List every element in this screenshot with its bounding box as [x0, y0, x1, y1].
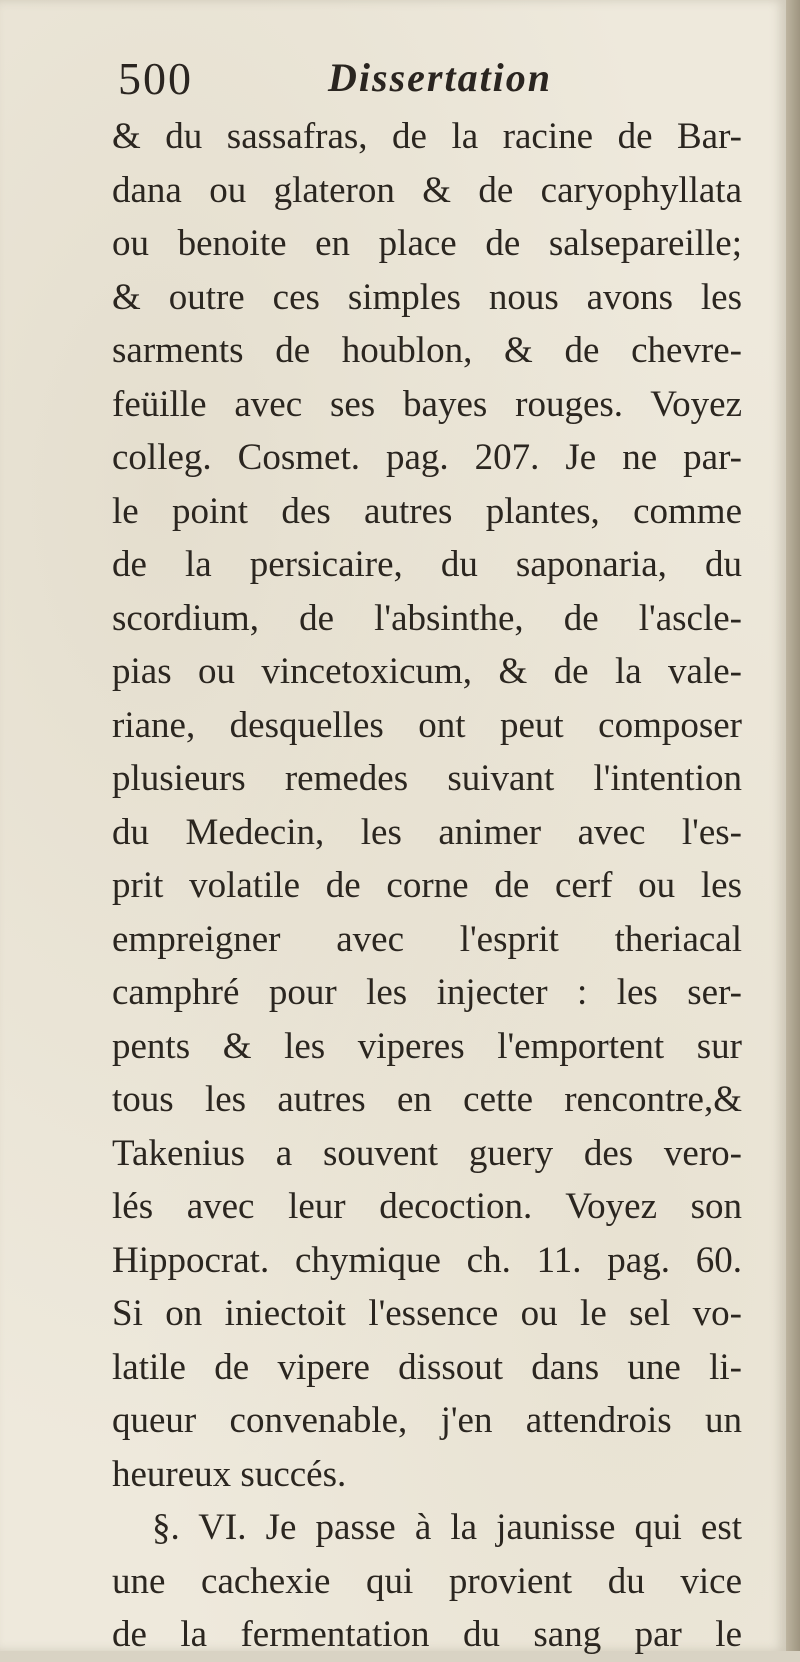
text-line: lés avec leur decoction. Voyez son [112, 1186, 742, 1227]
text-line: scordium, de l'absinthe, de l'ascle- [112, 597, 742, 639]
text-line: queur convenable, j'en attendrois un [112, 1400, 742, 1441]
text-line: du Medecin, les animer avec l'es- [112, 811, 742, 853]
text-line: latile de vipere dissout dans une li- [112, 1346, 742, 1388]
text-line: le point des autres plantes, comme [112, 490, 742, 532]
text-line: une cachexie qui provient du vice [112, 1560, 742, 1602]
text-line: de la persicaire, du saponaria, du [112, 544, 742, 585]
text-line: feüille avec ses bayes rouges. Voyez [112, 383, 742, 425]
body-text [112, 110, 742, 1662]
page-edge-shadow [786, 0, 800, 1651]
text-line: colleg. Cosmet. pag. 207. Je ne par- [112, 437, 742, 478]
text-line: empreigner avec l'esprit theriacal [112, 918, 742, 960]
text-line: de la fermentation du sang par le [112, 1614, 742, 1655]
page-number: 500 [118, 53, 193, 104]
running-title: Dissertation [328, 55, 553, 100]
text-line: sarments de houblon, & de chevre- [112, 330, 742, 371]
text-line: riane, desquelles ont peut composer [112, 704, 742, 746]
text-line: plusieurs remedes suivant l'intention [112, 758, 742, 799]
section-start-line: §. VI. Je passe à la jaunisse qui est [152, 1507, 742, 1548]
text-line: camphré pour les injecter : les ser- [112, 972, 742, 1013]
text-line: & outre ces simples nous avons les [112, 276, 742, 318]
text-line: dana ou glateron & de caryophyllata [112, 169, 742, 211]
text-line: Takenius a souvent guery des vero- [112, 1132, 742, 1174]
text-line: Hippocrat. chymique ch. 11. pag. 60. [112, 1239, 742, 1281]
paragraph-end-line: heureux succés. [112, 1453, 347, 1495]
text-line: Si on iniectoit l'essence ou le sel vo- [112, 1293, 742, 1334]
text-line: pents & les viperes l'emportent sur [112, 1025, 742, 1067]
text-line: prit volatile de corne de cerf ou les [112, 865, 742, 906]
text-line: & du sassafras, de la racine de Bar- [112, 116, 742, 157]
text-line: ou benoite en place de salsepareille; [112, 223, 742, 264]
running-head [118, 52, 678, 112]
text-line: pias ou vincetoxicum, & de la vale- [112, 651, 742, 692]
text-line: tous les autres en cette rencontre,& [112, 1079, 742, 1120]
